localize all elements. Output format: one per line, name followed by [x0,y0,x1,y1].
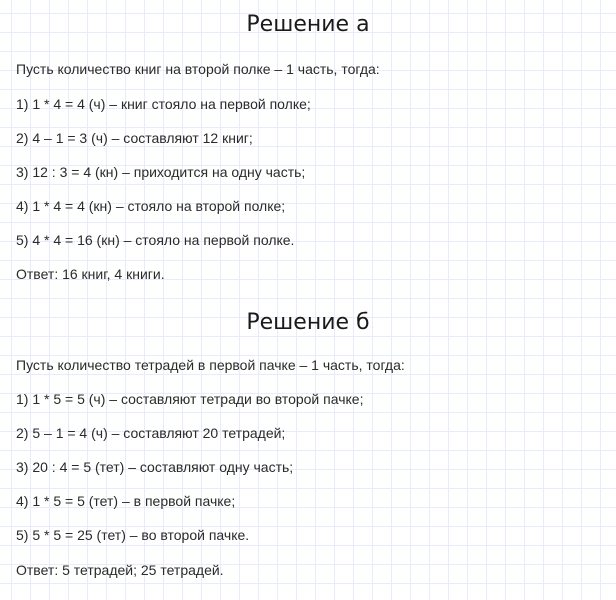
section-b-step-1: 1) 1 * 5 = 5 (ч) – составляют тетради во второй пачке; [16,391,364,407]
section-b-intro: Пусть количество тетрадей в первой пачке – 1 часть, тогда: [16,357,405,373]
section-b-step-3: 3) 20 : 4 = 5 (тет) – составляют одну часть; [16,459,294,475]
section-a-step-4: 4) 1 * 4 = 4 (кн) – стояло на второй полке; [16,198,286,214]
section-b-title: Решение б [246,310,370,335]
section-b-step-4: 4) 1 * 5 = 5 (тет) – в первой пачке; [16,493,236,509]
section-a-step-1: 1) 1 * 4 = 4 (ч) – книг стояло на первой полке; [16,96,311,112]
section-a-step-2: 2) 4 – 1 = 3 (ч) – составляют 12 книг; [16,130,253,146]
section-a-step-3: 3) 12 : 3 = 4 (кн) – приходится на одну часть; [16,164,306,180]
section-a-intro: Пусть количество книг на второй полке – 1 часть, тогда: [16,61,380,77]
section-a-step-5: 5) 4 * 4 = 16 (кн) – стояло на первой полке. [16,232,295,248]
section-b-step-2: 2) 5 – 1 = 4 (ч) – составляют 20 тетрадей; [16,425,286,441]
section-b-answer: Ответ: 5 тетрадей; 25 тетрадей. [16,562,224,578]
section-b-step-5: 5) 5 * 5 = 25 (тет) – во второй пачке. [16,527,250,543]
section-a-answer: Ответ: 16 книг, 4 книги. [16,266,165,282]
section-a-title: Решение а [246,12,370,37]
